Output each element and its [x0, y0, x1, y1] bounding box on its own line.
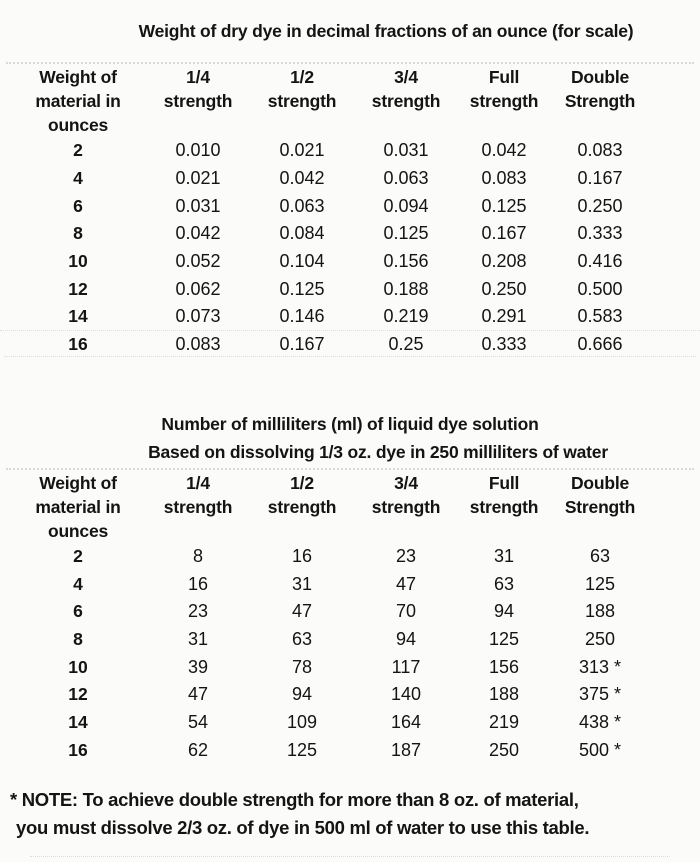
table-cell: 188 — [584, 601, 616, 622]
table-cell: 94 — [395, 628, 417, 649]
table-cell: 0.146 — [279, 306, 325, 327]
table-cell: 16 — [187, 573, 209, 594]
table-row — [10, 165, 650, 193]
table-cell: 47 — [291, 601, 313, 622]
table-cell: 140 — [390, 684, 422, 705]
column-header: 3/4 strength — [371, 472, 441, 517]
row-label: 14 — [68, 306, 88, 327]
table-row — [10, 192, 650, 220]
table-cell: 0.083 — [481, 168, 527, 189]
table-row — [10, 220, 650, 248]
row-label: 4 — [73, 168, 83, 189]
row-label: 2 — [73, 545, 83, 566]
table-cell: 109 — [286, 711, 318, 732]
table-cell: 0.208 — [481, 251, 527, 272]
table-cell: 54 — [187, 711, 209, 732]
table-cell: 47 — [187, 684, 209, 705]
row-label: 8 — [73, 628, 83, 649]
table-row — [10, 331, 650, 359]
table-cell: 78 — [291, 656, 313, 677]
table-cell: 0.250 — [481, 278, 527, 299]
table-cell: 313 * — [578, 656, 622, 677]
column-header: 1/2 strength — [267, 67, 337, 111]
table-cell: 0.416 — [577, 251, 623, 272]
table-row — [10, 598, 650, 626]
header-row — [10, 471, 650, 543]
footnote — [0, 786, 700, 841]
table-cell: 0.250 — [577, 195, 623, 216]
table-cell: 0.031 — [383, 140, 429, 161]
table-cell: 0.125 — [481, 195, 527, 216]
table-cell: 0.188 — [383, 278, 429, 299]
table-cell: 23 — [187, 601, 209, 622]
scan-rule-middle — [6, 468, 694, 470]
liquid-dye-table-title: Number of milliliters (ml) of liquid dye solution — [161, 413, 539, 434]
header-row — [10, 65, 650, 137]
table-cell: 188 — [488, 684, 520, 705]
table-cell: 70 — [395, 601, 417, 622]
liquid-dye-table-subtitle: Based on dissolving 1/3 oz. dye in 250 milliliters of water — [148, 441, 608, 462]
table-row — [10, 137, 650, 165]
table-cell: 62 — [187, 739, 209, 760]
liquid-dye-table — [10, 471, 650, 765]
row-label: 16 — [68, 334, 88, 355]
footnote-line-2: you must dissolve 2/3 oz. of dye in 500 ml of water to use this table. — [16, 816, 590, 838]
table-cell: 500 * — [578, 739, 622, 760]
table-cell: 0.063 — [383, 168, 429, 189]
scan-rule-top — [6, 62, 694, 64]
table-cell: 8 — [192, 545, 203, 566]
table-cell: 0.333 — [577, 223, 623, 244]
table-cell: 250 — [584, 628, 616, 649]
table-cell: 0.083 — [175, 334, 221, 355]
table-row — [10, 570, 650, 598]
table-cell: 375 * — [578, 684, 622, 705]
table-row — [10, 303, 650, 331]
row-label: 10 — [68, 656, 88, 677]
table-cell: 0.031 — [175, 195, 221, 216]
table-row — [10, 653, 650, 681]
table-cell: 438 * — [578, 711, 622, 732]
table-cell: 0.042 — [279, 168, 325, 189]
row-label: 10 — [68, 251, 88, 272]
table-cell: 63 — [493, 573, 515, 594]
table-cell: 0.042 — [175, 223, 221, 244]
table-cell: 0.167 — [577, 168, 623, 189]
table-cell: 117 — [391, 656, 421, 677]
table-cell: 0.084 — [279, 223, 325, 244]
row-label: 8 — [73, 223, 83, 244]
table-cell: 0.083 — [577, 140, 623, 161]
footnote-line-1: * NOTE: To achieve double strength for more than 8 oz. of material, — [10, 789, 579, 810]
column-header: Weight of material in ounces — [35, 67, 121, 135]
row-label: 12 — [68, 684, 88, 705]
table-row — [10, 626, 650, 654]
table-cell: 125 — [286, 739, 318, 760]
table-cell: 31 — [291, 573, 313, 594]
table-cell: 0.156 — [383, 251, 429, 272]
liquid-dye-table-body — [10, 543, 650, 765]
table-cell: 0.063 — [279, 195, 325, 216]
column-header: 1/2 strength — [267, 472, 337, 517]
table-cell: 0.010 — [175, 140, 221, 161]
table-cell: 0.500 — [577, 278, 623, 299]
table-cell: 94 — [291, 684, 313, 705]
table-cell: 0.073 — [175, 306, 221, 327]
table-cell: 39 — [187, 656, 209, 677]
row-label: 6 — [73, 601, 83, 622]
row-label: 12 — [68, 278, 88, 299]
row-label: 6 — [73, 195, 83, 216]
table-cell: 0.291 — [481, 306, 527, 327]
table-cell: 0.666 — [577, 334, 623, 355]
table-row — [10, 248, 650, 276]
table-cell: 47 — [395, 573, 417, 594]
table-row — [10, 736, 650, 764]
column-header: 1/4 strength — [163, 67, 233, 111]
table-cell: 250 — [488, 739, 520, 760]
table-cell: 0.104 — [279, 251, 325, 272]
dry-dye-table-title: Weight of dry dye in decimal fractions of an ounce (for scale) — [138, 21, 634, 41]
table-row — [10, 709, 650, 737]
row-label: 2 — [73, 140, 83, 161]
column-header: Full strength — [469, 67, 539, 111]
column-header: Double Strength — [564, 67, 636, 111]
table-cell: 0.219 — [383, 306, 429, 327]
table-cell: 125 — [584, 573, 616, 594]
dry-dye-table-body — [10, 137, 650, 359]
table-cell: 94 — [493, 601, 515, 622]
table-cell: 0.021 — [279, 140, 325, 161]
table-cell: 164 — [390, 711, 422, 732]
scan-artifact-line — [30, 856, 670, 857]
table-cell: 0.167 — [279, 334, 325, 355]
table-cell: 0.125 — [383, 223, 429, 244]
table-cell: 0.094 — [383, 195, 429, 216]
table-row — [10, 543, 650, 571]
table-cell: 23 — [395, 545, 417, 566]
table-cell: 125 — [488, 628, 520, 649]
table-row — [10, 681, 650, 709]
row-label: 4 — [73, 573, 83, 594]
liquid-dye-table-header — [10, 471, 650, 543]
column-header: Double Strength — [564, 472, 636, 517]
table-cell: 31 — [493, 545, 515, 566]
table-cell: 219 — [488, 711, 520, 732]
table-cell: 0.062 — [175, 278, 221, 299]
table-cell: 0.021 — [175, 168, 221, 189]
table-cell: 63 — [589, 545, 611, 566]
table-cell: 0.25 — [388, 334, 424, 355]
row-label: 16 — [68, 739, 88, 760]
dry-dye-table — [10, 65, 650, 359]
table-cell: 63 — [291, 628, 313, 649]
table-cell: 16 — [291, 545, 313, 566]
table-cell: 0.125 — [279, 278, 325, 299]
table-cell: 0.167 — [481, 223, 527, 244]
dry-dye-table-header — [10, 65, 650, 137]
table-cell: 0.042 — [481, 140, 527, 161]
table-cell: 0.052 — [175, 251, 221, 272]
table-cell: 31 — [187, 628, 209, 649]
column-header: Weight of material in ounces — [35, 472, 121, 541]
table-cell: 0.333 — [481, 334, 527, 355]
column-header: Full strength — [469, 472, 539, 517]
table-cell: 156 — [488, 656, 520, 677]
table-row — [10, 275, 650, 303]
column-header: 1/4 strength — [163, 472, 233, 517]
column-header: 3/4 strength — [371, 67, 441, 111]
table-cell: 0.583 — [577, 306, 623, 327]
row-label: 14 — [68, 711, 88, 732]
table-cell: 187 — [390, 739, 422, 760]
